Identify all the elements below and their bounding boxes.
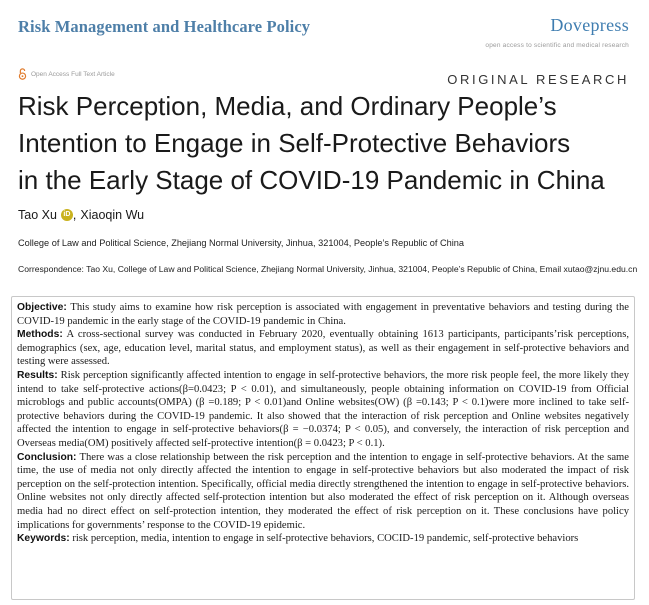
abstract-text: A cross-sectional survey was conducted in February 2020, eventually obtaining 1613 participants, participants’risk perceptions, demographics (sex, age, education level, marital status, and employment status), as well as their engagement in self-protective behaviors and testing were assessed. bbox=[17, 329, 629, 368]
title-line: in the Early Stage of COVID-19 Pandemic in China bbox=[18, 165, 605, 195]
title-line: Risk Perception, Media, and Ordinary People’s bbox=[18, 91, 557, 121]
abstract-label: Keywords: bbox=[17, 533, 70, 545]
abstract-label: Methods: bbox=[17, 329, 63, 341]
author-list bbox=[18, 208, 144, 222]
abstract-text: There was a close relationship between the risk perception and the intention to engage in self-protective behaviors. At the same time, the use of media not only directly affected the intention to engage in self-protective behaviors but also moderated the impact of risk perception on the self-protection intention. Specifically, official media directly strengthened the intention to engage in self-protective behaviors. Online websites not only directly affected self-protection intention but also moderated the effect of risk perception on it. Although overseas media had no direct effect on self-protection intention, they moderated the effect of risk perception on it. These conclusions have policy implications for governments’ response to the COVID-19 epidemic. bbox=[17, 451, 629, 531]
publisher-tagline: open access to scientific and medical research bbox=[485, 42, 629, 49]
open-access-text: Open Access Full Text Article bbox=[31, 70, 115, 78]
abstract-objective bbox=[17, 301, 629, 328]
abstract-text: Risk perception significantly affected intention to engage in self-protective behaviors, the more risk people feel, the more likely they intend to take self-protective actions(β=0.0423; P < 0.01), and simultaneously, people obtaining information on COVID-19 from Official microblogs and public accounts(OMPA) (β =0.189; P < 0.01)and Online websites(OW) (β =0.143; P < 0.1)were more inclined to take self-protective behaviors during the COVID-19 pandemic. It also showed that the interaction of risk perception and Online websites negatively affected the intention to engage in self-protective behaviors(β = −0.0374; P < 0.05), and conversely, the interaction of risk perception and Overseas media(OM) positively affected self-protective intention(β = 0.0423; P < 0.1). bbox=[17, 369, 630, 449]
article-title bbox=[18, 88, 638, 199]
abstract-methods bbox=[17, 328, 629, 369]
abstract bbox=[17, 301, 629, 546]
journal-name: Risk Management and Healthcare Policy bbox=[18, 17, 311, 36]
abstract-label: Results: bbox=[17, 369, 58, 381]
abstract-label: Objective: bbox=[17, 302, 67, 313]
abstract-conclusion bbox=[17, 451, 629, 533]
correspondence: Correspondence: Tao Xu, College of Law and Political Science, Zhejiang Normal University, Jinhua, 321004, People’s Republic of China, Email xutao@zjnu.edu.cn bbox=[18, 264, 638, 274]
affiliation: College of Law and Political Science, Zhejiang Normal University, Jinhua, 321004, People’s Republic of China bbox=[18, 238, 465, 248]
orcid-icon[interactable]: iD bbox=[61, 209, 73, 221]
abstract-keywords bbox=[17, 532, 629, 546]
abstract-text: risk perception, media, intention to engage in self-protective behaviors, COCID-19 pandemic, self-protective behaviors bbox=[72, 533, 579, 545]
publisher-logo: Dovepress bbox=[550, 15, 629, 35]
title-line: Intention to Engage in Self-Protective Behaviors bbox=[18, 128, 571, 158]
article-type: ORIGINAL RESEARCH bbox=[447, 72, 629, 87]
open-lock-icon bbox=[18, 68, 27, 80]
author-separator: , bbox=[72, 208, 77, 222]
author-name[interactable]: Xiaoqin Wu bbox=[80, 208, 145, 222]
abstract-label: Conclusion: bbox=[17, 451, 77, 463]
abstract-results bbox=[17, 369, 629, 451]
abstract-text: This study aims to examine how risk perception is associated with engagement in preventative behaviors and testing during the COVID-19 pandemic in the early stage of the COVID-19 pandemic in China. bbox=[17, 302, 629, 327]
author-name[interactable]: Tao Xu bbox=[18, 208, 57, 222]
open-access-label bbox=[18, 68, 115, 80]
